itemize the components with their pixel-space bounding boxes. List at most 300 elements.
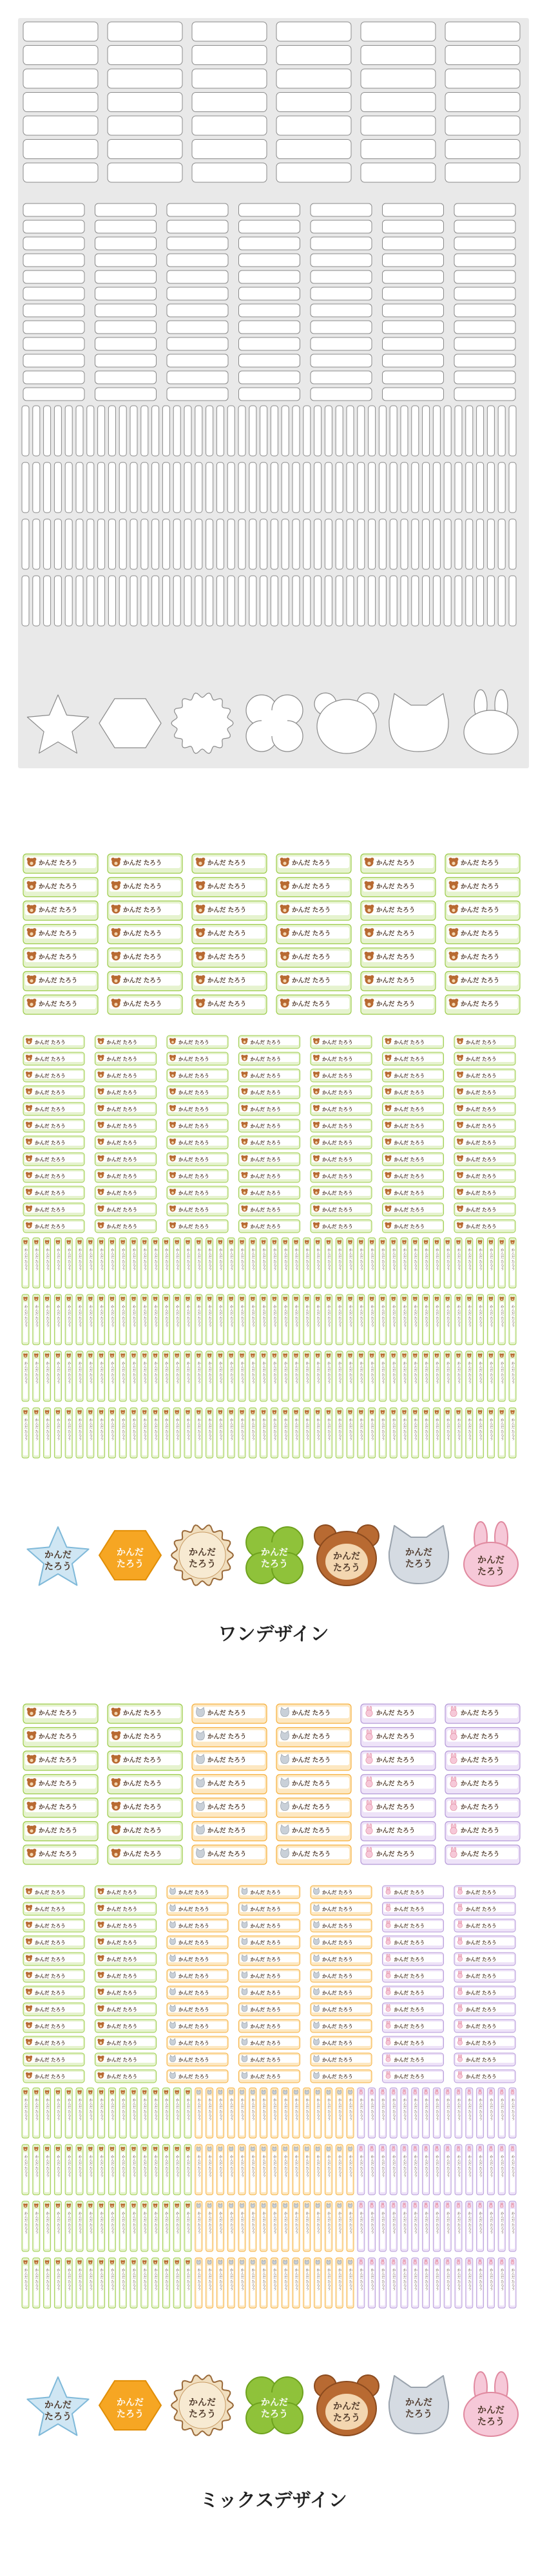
name-label-large — [23, 854, 98, 873]
label-name-text: かんだ たろう — [467, 2155, 472, 2177]
label-name-text: かんだ たろう — [402, 2098, 407, 2121]
name-label-vertical — [433, 2145, 440, 2195]
blank-name-label-vertical — [98, 462, 105, 513]
name-label-medium — [95, 1936, 157, 1949]
blank-name-label-vertical — [238, 462, 245, 513]
blank-name-label-large — [23, 163, 98, 182]
label-name-text: かんだ たろう — [106, 1190, 138, 1196]
blank-name-label-large — [192, 22, 267, 41]
blank-name-label-vertical — [141, 462, 148, 513]
label-name-text: かんだ たろう — [262, 2211, 266, 2234]
label-name-text: かんだ たろう — [123, 860, 162, 867]
label-name-text: かんだ たろう — [88, 2211, 93, 2234]
name-label-vertical — [369, 2088, 376, 2138]
label-name-text: かんだ たろう — [39, 1757, 78, 1764]
label-name-text: かんだ たろう — [106, 2007, 138, 2012]
name-label-vertical — [379, 1238, 386, 1288]
scallop-circle-icon — [171, 1525, 233, 1586]
name-label-vertical — [173, 2201, 180, 2251]
blank-name-label-vertical — [303, 406, 311, 456]
label-name-text: かんだ たろう — [402, 1361, 407, 1384]
blank-cat-face-icon — [389, 694, 448, 752]
name-label-vertical — [401, 1238, 408, 1288]
blank-name-label-medium — [383, 354, 444, 367]
label-name-text: かんだ たろう — [123, 954, 162, 961]
name-label-vertical — [119, 2145, 126, 2195]
blank-name-label-vertical — [108, 406, 115, 456]
name-label-large — [23, 1728, 98, 1747]
blank-name-label-vertical — [358, 462, 365, 513]
blank-name-label-large — [445, 93, 520, 112]
name-label-large — [23, 995, 98, 1014]
label-name-text: かんだ たろう — [178, 1123, 209, 1129]
name-label-vertical — [119, 1238, 126, 1288]
blank-name-label-large — [192, 69, 267, 88]
blank-name-label-vertical — [401, 462, 408, 513]
label-name-text: かんだ たろう — [402, 1248, 407, 1271]
label-name-text: かんだ たろう — [461, 1780, 500, 1788]
blank-name-label-medium — [383, 371, 444, 384]
name-label-medium — [239, 1886, 300, 1899]
name-label-vertical — [76, 1238, 83, 1288]
name-label-large — [192, 854, 267, 873]
blank-name-label-vertical — [487, 576, 494, 626]
label-name-text: かんだ たろう — [120, 1248, 125, 1271]
label-name-text: かんだ たろう — [466, 1940, 497, 1946]
blank-name-label-medium — [167, 354, 228, 367]
blank-name-label-vertical — [282, 576, 289, 626]
label-name-text: かんだ たろう — [461, 883, 500, 891]
name-label-vertical — [358, 1351, 365, 1401]
name-label-medium — [239, 2020, 300, 2032]
label-name-text: かんだ たろう — [499, 2155, 504, 2177]
name-label-medium — [383, 1086, 444, 1099]
name-label-vertical — [336, 2258, 343, 2308]
blank-name-label-vertical — [509, 519, 516, 569]
label-name-text: かんだ たろう — [488, 2098, 493, 2121]
label-name-text: かんだ たろう — [207, 1001, 247, 1008]
label-name-text: かんだ たろう — [178, 1173, 209, 1179]
label-name-text: かんだ たろう — [250, 1906, 282, 1912]
label-name-text: かんだ たろう — [178, 1956, 209, 1962]
blank-name-label-vertical — [412, 406, 419, 456]
name-label-large — [23, 1751, 98, 1770]
name-label-medium — [95, 1969, 157, 1982]
label-name-text: かんだ たろう — [402, 2155, 407, 2177]
label-name-text: かんだ たろう — [376, 883, 416, 891]
name-label-vertical — [433, 2201, 440, 2251]
blank-name-label-vertical — [433, 406, 440, 456]
label-name-text: かんだ たろう — [35, 1207, 66, 1213]
name-label-vertical — [487, 1408, 494, 1458]
label-name-text: かんだ たろう — [186, 1305, 190, 1327]
label-name-text: かんだ たろう — [359, 2155, 363, 2177]
name-label-vertical — [44, 2258, 51, 2308]
label-name-text: かんだ たろう — [178, 2057, 209, 2063]
blank-name-label-medium — [167, 237, 228, 250]
label-name-text: かんだ たろう — [359, 1305, 363, 1327]
label-name-text: かんだ たろう — [240, 1361, 244, 1384]
blank-name-label-medium — [167, 304, 228, 317]
name-label-vertical — [195, 1408, 202, 1458]
label-name-text: かんだ たろう — [380, 2098, 385, 2121]
label-name-text: かんだ たろう — [106, 1106, 138, 1112]
name-label-vertical — [195, 1351, 202, 1401]
label-name-text: かんだ たろう — [294, 2211, 298, 2234]
blank-name-label-vertical — [238, 576, 245, 626]
label-name-text: かんだ たろう — [322, 1906, 353, 1912]
label-name-text: かんだ たろう — [292, 1733, 331, 1741]
name-label-medium — [454, 1969, 515, 1982]
label-name-text: かんだ たろう — [175, 1248, 179, 1271]
name-label-medium — [167, 1186, 228, 1199]
label-name-text: かんだ たろう — [466, 1224, 497, 1229]
label-name-text: かんだ たろう — [207, 930, 247, 938]
name-label-vertical — [369, 1351, 376, 1401]
label-name-text: かんだ たろう — [66, 1305, 71, 1327]
shape-name-line1: かんだ — [117, 2398, 144, 2408]
blank-name-label-vertical — [130, 462, 137, 513]
name-label-vertical — [162, 1408, 169, 1458]
label-name-text: かんだ たろう — [45, 1361, 50, 1384]
label-name-text: かんだ たろう — [175, 2155, 179, 2177]
blank-name-label-vertical — [184, 406, 191, 456]
blank-name-label-vertical — [260, 406, 267, 456]
name-label-large — [23, 948, 98, 967]
name-label-medium — [311, 1953, 372, 1965]
blank-name-label-vertical — [379, 406, 386, 456]
name-label-vertical — [195, 1294, 202, 1345]
name-label-vertical — [195, 2145, 202, 2195]
label-name-text: かんだ たろう — [322, 1090, 353, 1095]
name-label-medium — [167, 1886, 228, 1899]
name-label-vertical — [390, 2258, 397, 2308]
label-name-text: かんだ たろう — [461, 930, 500, 938]
name-label-vertical — [206, 1294, 213, 1345]
blank-name-label-vertical — [249, 406, 256, 456]
name-label-vertical — [271, 1351, 278, 1401]
label-name-text: かんだ たろう — [250, 1073, 282, 1079]
name-label-vertical — [498, 1351, 505, 1401]
name-label-vertical — [423, 2258, 430, 2308]
name-label-vertical — [325, 1238, 332, 1288]
label-name-text: かんだ たろう — [35, 2057, 66, 2063]
name-label-vertical — [249, 1294, 256, 1345]
label-name-text: かんだ たろう — [445, 2211, 450, 2234]
label-name-text: かんだ たろう — [370, 2098, 374, 2121]
label-name-text: かんだ たろう — [316, 1248, 320, 1271]
name-label-vertical — [336, 1294, 343, 1345]
blank-name-label-vertical — [54, 406, 61, 456]
label-name-text: かんだ たろう — [394, 1157, 425, 1162]
label-name-text: かんだ たろう — [461, 907, 500, 914]
name-label-vertical — [358, 2088, 365, 2138]
label-name-text: かんだ たろう — [305, 1248, 309, 1271]
label-name-text: かんだ たろう — [39, 883, 78, 891]
blank-name-label-vertical — [455, 519, 462, 569]
name-label-vertical — [216, 2088, 224, 2138]
label-name-text: かんだ たろう — [45, 2268, 50, 2291]
label-name-text: かんだ たろう — [466, 2040, 497, 2046]
blank-name-label-vertical — [54, 576, 61, 626]
label-name-text: かんだ たろう — [106, 1207, 138, 1213]
blank-name-label-vertical — [358, 519, 365, 569]
name-label-vertical — [433, 1351, 440, 1401]
label-name-text: かんだ たろう — [240, 1248, 244, 1271]
name-label-large — [276, 972, 351, 991]
label-name-text: かんだ たろう — [178, 1906, 209, 1912]
label-name-text: かんだ たろう — [466, 2074, 497, 2079]
label-name-text: かんだ たろう — [272, 2268, 276, 2291]
label-name-text: かんだ たろう — [466, 1090, 497, 1095]
blank-name-label-vertical — [509, 462, 516, 513]
name-label-vertical — [466, 1294, 473, 1345]
name-label-medium — [167, 1170, 228, 1182]
label-name-text: かんだ たろう — [142, 2098, 147, 2121]
label-name-text: かんだ たろう — [250, 1207, 282, 1213]
label-name-text: かんだ たろう — [456, 1361, 461, 1384]
label-name-text: かんだ たろう — [45, 1248, 50, 1271]
name-label-large — [445, 1798, 520, 1817]
label-name-text: かんだ たろう — [142, 2211, 147, 2234]
name-label-vertical — [141, 1238, 148, 1288]
name-label-vertical — [65, 1294, 72, 1345]
label-name-text: かんだ たろう — [434, 1361, 439, 1384]
name-label-large — [445, 925, 520, 944]
label-name-text: かんだ たろう — [394, 2023, 425, 2029]
blank-name-label-vertical — [401, 406, 408, 456]
name-label-vertical — [152, 2258, 159, 2308]
blank-name-label-vertical — [303, 519, 311, 569]
name-label-medium — [311, 1969, 372, 1982]
name-label-vertical — [369, 2258, 376, 2308]
label-name-text: かんだ たろう — [322, 2023, 353, 2029]
one-design-caption: ワンデザイン — [218, 1623, 329, 1645]
name-label-vertical — [44, 1294, 51, 1345]
name-label-medium — [95, 1153, 157, 1166]
name-label-large — [192, 1822, 267, 1841]
name-label-medium — [383, 1136, 444, 1149]
name-label-vertical — [22, 1238, 29, 1288]
label-name-text: かんだ たろう — [272, 2211, 276, 2234]
name-label-medium — [95, 2053, 157, 2066]
name-label-vertical — [509, 2258, 516, 2308]
blank-name-label-large — [192, 140, 267, 159]
blank-name-label-medium — [454, 321, 515, 334]
label-name-text: かんだ たろう — [153, 1305, 158, 1327]
shape-name-line1: かんだ — [117, 1548, 144, 1558]
name-label-vertical — [412, 1408, 419, 1458]
blank-name-label-vertical — [433, 576, 440, 626]
name-label-vertical — [65, 1238, 72, 1288]
blank-name-label-large — [361, 22, 436, 41]
name-label-vertical — [477, 2258, 484, 2308]
name-label-vertical — [369, 2201, 376, 2251]
name-label-large — [445, 995, 520, 1014]
label-name-text: かんだ たろう — [326, 1418, 331, 1441]
name-label-medium — [311, 1119, 372, 1132]
name-label-large — [361, 1728, 436, 1747]
blank-name-label-vertical — [119, 406, 126, 456]
label-name-text: かんだ たろう — [316, 2211, 320, 2234]
label-name-text: かんだ たろう — [510, 2268, 515, 2291]
bear-face-icon — [314, 1525, 379, 1586]
label-name-text: かんだ たろう — [394, 1056, 425, 1062]
blank-name-label-vertical — [498, 519, 505, 569]
name-label-vertical — [314, 1294, 321, 1345]
label-name-text: かんだ たろう — [456, 2211, 461, 2234]
name-label-vertical — [249, 1238, 256, 1288]
name-label-large — [192, 925, 267, 944]
label-name-text: かんだ たろう — [461, 1851, 500, 1858]
label-name-text: かんだ たろう — [66, 1248, 71, 1271]
name-label-vertical — [119, 1294, 126, 1345]
label-name-text: かんだ たろう — [283, 1248, 287, 1271]
name-label-vertical — [44, 1351, 51, 1401]
label-name-text: かんだ たろう — [106, 1940, 138, 1946]
label-name-text: かんだ たろう — [207, 907, 247, 914]
label-name-text: かんだ たろう — [478, 2268, 483, 2291]
label-name-text: かんだ たろう — [197, 1418, 201, 1441]
label-name-text: かんだ たろう — [294, 1361, 298, 1384]
label-name-text: かんだ たろう — [402, 1418, 407, 1441]
name-label-vertical — [455, 1238, 462, 1288]
name-label-vertical — [65, 1408, 72, 1458]
blank-name-label-medium — [454, 237, 515, 250]
label-name-text: かんだ たろう — [488, 2155, 493, 2177]
label-name-text: かんだ たろう — [488, 1418, 493, 1441]
name-label-medium — [23, 1069, 84, 1082]
blank-name-label-large — [445, 140, 520, 159]
name-label-vertical — [293, 1351, 300, 1401]
blank-name-label-medium — [239, 304, 300, 317]
label-name-text: かんだ たろう — [178, 1106, 209, 1112]
blank-name-label-vertical — [130, 406, 137, 456]
name-label-vertical — [65, 2088, 72, 2138]
name-label-vertical — [444, 2258, 451, 2308]
blank-name-label-vertical — [249, 576, 256, 626]
name-label-large — [445, 1775, 520, 1794]
label-name-text: かんだ たろう — [402, 2211, 407, 2234]
label-name-text: かんだ たろう — [250, 1889, 282, 1895]
name-label-vertical — [87, 2258, 94, 2308]
name-label-large — [108, 1728, 182, 1747]
label-name-text: かんだ たろう — [461, 1733, 500, 1741]
label-name-text: かんだ たろう — [376, 1851, 416, 1858]
name-label-medium — [95, 1986, 157, 1999]
label-name-text: かんだ たろう — [250, 1123, 282, 1129]
name-label-large — [108, 948, 182, 967]
blank-name-label-medium — [95, 321, 157, 334]
name-label-medium — [167, 2036, 228, 2049]
name-label-medium — [383, 1886, 444, 1899]
name-label-medium — [23, 1902, 84, 1915]
label-name-text: かんだ たろう — [272, 1248, 276, 1271]
label-name-text: かんだ たろう — [413, 1305, 417, 1327]
label-name-text: かんだ たろう — [164, 2098, 168, 2121]
blank-name-label-vertical — [347, 519, 354, 569]
name-label-large — [23, 972, 98, 991]
label-name-text: かんだ たろう — [218, 2268, 222, 2291]
label-name-text: かんだ たろう — [376, 860, 416, 867]
name-label-vertical — [314, 2145, 321, 2195]
label-name-text: かんだ たろう — [106, 2023, 138, 2029]
shape-name-line2: たろう — [44, 2412, 72, 2422]
label-name-text: かんだ たろう — [305, 2098, 309, 2121]
name-label-large — [276, 901, 351, 920]
name-label-vertical — [379, 2088, 386, 2138]
blank-name-label-vertical — [173, 519, 180, 569]
name-label-vertical — [65, 2145, 72, 2195]
label-name-text: かんだ たろう — [110, 1418, 114, 1441]
name-label-vertical — [325, 2201, 332, 2251]
label-name-text: かんだ たろう — [131, 1248, 136, 1271]
name-label-medium — [167, 1036, 228, 1048]
rabbit-face-icon — [464, 2372, 518, 2436]
name-label-medium — [95, 1203, 157, 1216]
blank-name-label-vertical — [87, 462, 94, 513]
name-label-vertical — [336, 1238, 343, 1288]
blank-name-label-vertical — [119, 576, 126, 626]
name-label-large — [445, 1704, 520, 1723]
blank-name-label-vertical — [412, 519, 419, 569]
clover-icon — [246, 1527, 303, 1584]
name-label-vertical — [379, 2145, 386, 2195]
label-name-text: かんだ たろう — [478, 1361, 483, 1384]
label-name-text: かんだ たろう — [39, 977, 78, 985]
name-label-medium — [311, 1902, 372, 1915]
name-label-vertical — [87, 1408, 94, 1458]
blank-name-label-medium — [454, 304, 515, 317]
name-label-medium — [239, 1919, 300, 1932]
label-name-text: かんだ たろう — [120, 1305, 125, 1327]
blank-name-label-vertical — [65, 462, 72, 513]
label-name-text: かんだ たろう — [456, 1248, 461, 1271]
label-name-text: かんだ たろう — [178, 2007, 209, 2012]
blank-name-label-medium — [383, 388, 444, 401]
blank-name-label-vertical — [22, 406, 29, 456]
label-name-text: かんだ たろう — [120, 2268, 125, 2291]
name-label-vertical — [108, 2201, 115, 2251]
label-name-text: かんだ たろう — [466, 1207, 497, 1213]
label-name-text: かんだ たろう — [106, 2074, 138, 2079]
label-name-text: かんだ たろう — [402, 2268, 407, 2291]
name-label-vertical — [227, 1408, 235, 1458]
label-name-text: かんだ たろう — [434, 1305, 439, 1327]
label-name-text: かんだ たろう — [250, 1190, 282, 1196]
label-name-text: かんだ たろう — [178, 1923, 209, 1929]
name-label-vertical — [271, 1294, 278, 1345]
blank-name-label-large — [23, 116, 98, 135]
name-label-medium — [239, 1036, 300, 1048]
label-name-text: かんだ たろう — [456, 1418, 461, 1441]
label-name-text: かんだ たろう — [88, 1248, 93, 1271]
blank-name-label-large — [23, 140, 98, 159]
name-label-medium — [23, 1136, 84, 1149]
label-name-text: かんだ たろう — [337, 1248, 341, 1271]
label-name-text: かんだ たろう — [292, 1827, 331, 1835]
blank-name-label-medium — [383, 254, 444, 267]
name-label-vertical — [206, 2145, 213, 2195]
name-label-vertical — [369, 1238, 376, 1288]
label-name-text: かんだ たろう — [478, 2211, 483, 2234]
name-label-vertical — [509, 1408, 516, 1458]
label-name-text: かんだ たろう — [34, 1305, 39, 1327]
label-name-text: かんだ たろう — [123, 883, 162, 891]
label-name-text: かんだ たろう — [99, 2211, 104, 2234]
name-label-medium — [454, 1170, 515, 1182]
blank-name-label-medium — [383, 304, 444, 317]
